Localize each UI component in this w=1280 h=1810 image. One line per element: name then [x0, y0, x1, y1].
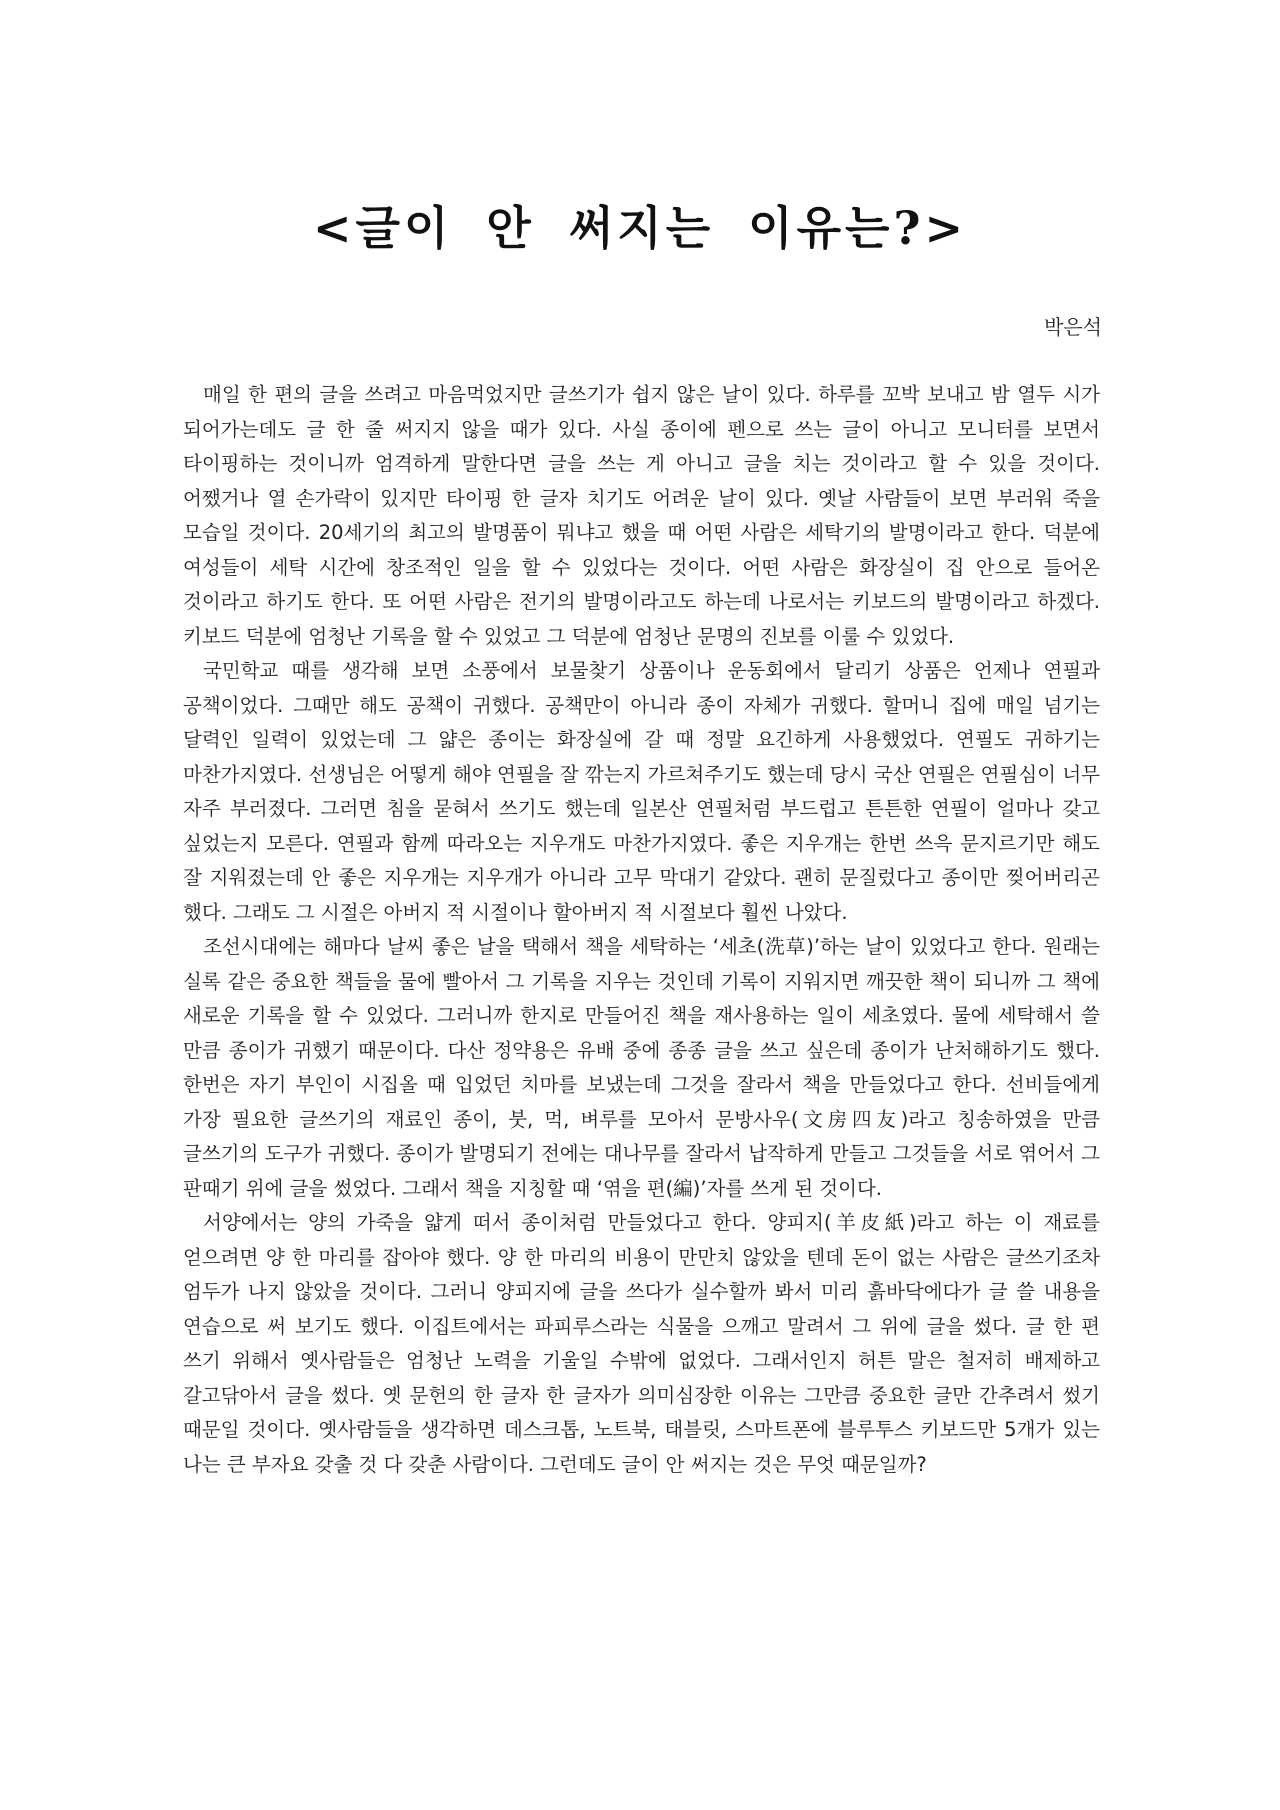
author-name: 박은석: [1044, 315, 1102, 339]
paragraph: 서양에서는 양의 가죽을 얇게 떠서 종이처럼 만들었다고 한다. 양피지(羊皮紙)라고 하는 이 재료를 얻으려면 양 한 마리를 잡아야 했다. 양 한 마리의 비용이 만만치 않았을 텐데 돈이 없는 사람은 글쓰기조차 엄두가 나지 않았을 것이다. 그러니 양피지에 글을 쓰다가 실수할까 봐서 미리 흙바닥에다가 글 쓸 내용을 연습으로 써 보기도 했다. 이집트에서는 파피루스라는 식물을 으깨고 말려서 그 위에 글을 썼다. 글 한 편 쓰기 위해서 옛사람들은 엄청난 노력을 기울일 수밖에 없었다. 그래서인지 허튼 말은 철저히 배제하고 갈고닦아서 글을 썼다. 옛 문헌의 한 글자 한 글자가 의미심장한 이유는 그만큼 중요한 글만 간추려서 썼기 때문일 것이다. 옛사람들을 생각하면 데스크톱, 노트북, 태블릿, 스마트폰에 블루투스 키보드만 5개가 있는 나는 큰 부자요 갖출 것 다 갖춘 사람이다. 그런데도 글이 안 써지는 것은 무엇 때문일까?: [183, 1211, 1100, 1476]
article-body: [183, 378, 1100, 1482]
paragraph: 조선시대에는 해마다 날씨 좋은 날을 택해서 책을 세탁하는 ‘세초(洗草)’하는 날이 있었다고 한다. 원래는 실록 같은 중요한 책들을 물에 빨아서 그 기록을 지우는 것인데 기록이 지워지면 깨끗한 책이 되니까 그 책에 새로운 기록을 할 수 있었다. 그러니까 한지로 만들어진 책을 재사용하는 일이 세초였다. 물에 세탁해서 쓸 만큼 종이가 귀했기 때문이다. 다산 정약용은 유배 중에 종종 글을 쓰고 싶은데 종이가 난처해하기도 했다. 한번은 자기 부인이 시집올 때 입었던 치마를 보냈는데 그것을 잘라서 책을 만들었다고 한다. 선비들에게 가장 필요한 글쓰기의 재료인 종이, 붓, 먹, 벼루를 모아서 문방사우(文房四友)라고 칭송하였을 만큼 글쓰기의 도구가 귀했다. 종이가 발명되기 전에는 대나무를 잘라서 납작하게 만들고 그것들을 서로 엮어서 그 판때기 위에 글을 썼었다. 그래서 책을 지칭할 때 ‘엮을 편(編)’자를 쓰게 된 것이다.: [183, 935, 1100, 1200]
paragraph: 매일 한 편의 글을 쓰려고 마음먹었지만 글쓰기가 쉽지 않은 날이 있다. 하루를 꼬박 보내고 밤 열두 시가 되어가는데도 글 한 줄 써지지 않을 때가 있다. 사실 종이에 펜으로 쓰는 글이 아니고 모니터를 보면서 타이핑하는 것이니까 엄격하게 말한다면 글을 쓰는 게 아니고 글을 치는 것이라고 할 수 있을 것이다. 어쨌거나 열 손가락이 있지만 타이핑 한 글자 치기도 어려운 날이 있다. 옛날 사람들이 보면 부러워 죽을 모습일 것이다. 20세기의 최고의 발명품이 뭐냐고 했을 때 어떤 사람은 세탁기의 발명이라고 한다. 덕분에 여성들이 세탁 시간에 창조적인 일을 할 수 있었다는 것이다. 어떤 사람은 화장실이 집 안으로 들어온 것이라고 하기도 한다. 또 어떤 사람은 전기의 발명이라고도 하는데 나로서는 키보드의 발명이라고 하겠다. 키보드 덕분에 엄청난 기록을 할 수 있었고 그 덕분에 엄청난 문명의 진보를 이룰 수 있었다.: [183, 383, 1100, 648]
page-title: <글이 안 써지는 이유는?>: [312, 201, 967, 255]
paragraph: 국민학교 때를 생각해 보면 소풍에서 보물찾기 상품이나 운동회에서 달리기 상품은 언제나 연필과 공책이었다. 그때만 해도 공책이 귀했다. 공책만이 아니라 종이 자체가 귀했다. 할머니 집에 매일 넘기는 달력인 일력이 있었는데 그 얇은 종이는 화장실에 갈 때 정말 요긴하게 사용했었다. 연필도 귀하기는 마찬가지였다. 선생님은 어떻게 해야 연필을 잘 깎는지 가르쳐주기도 했는데 당시 국산 연필은 연필심이 너무 자주 부러졌다. 그러면 침을 묻혀서 쓰기도 했는데 일본산 연필처럼 부드럽고 튼튼한 연필이 얼마나 갖고 싶었는지 모른다. 연필과 함께 따라오는 지우개도 마찬가지였다. 좋은 지우개는 한번 쓰윽 문지르기만 해도 잘 지워졌는데 안 좋은 지우개는 지우개가 아니라 고무 막대기 같았다. 괜히 문질렀다고 종이만 찢어버리곤 했다. 그래도 그 시절은 아버지 적 시절이나 할아버지 적 시절보다 훨씬 나았다.: [183, 659, 1100, 924]
